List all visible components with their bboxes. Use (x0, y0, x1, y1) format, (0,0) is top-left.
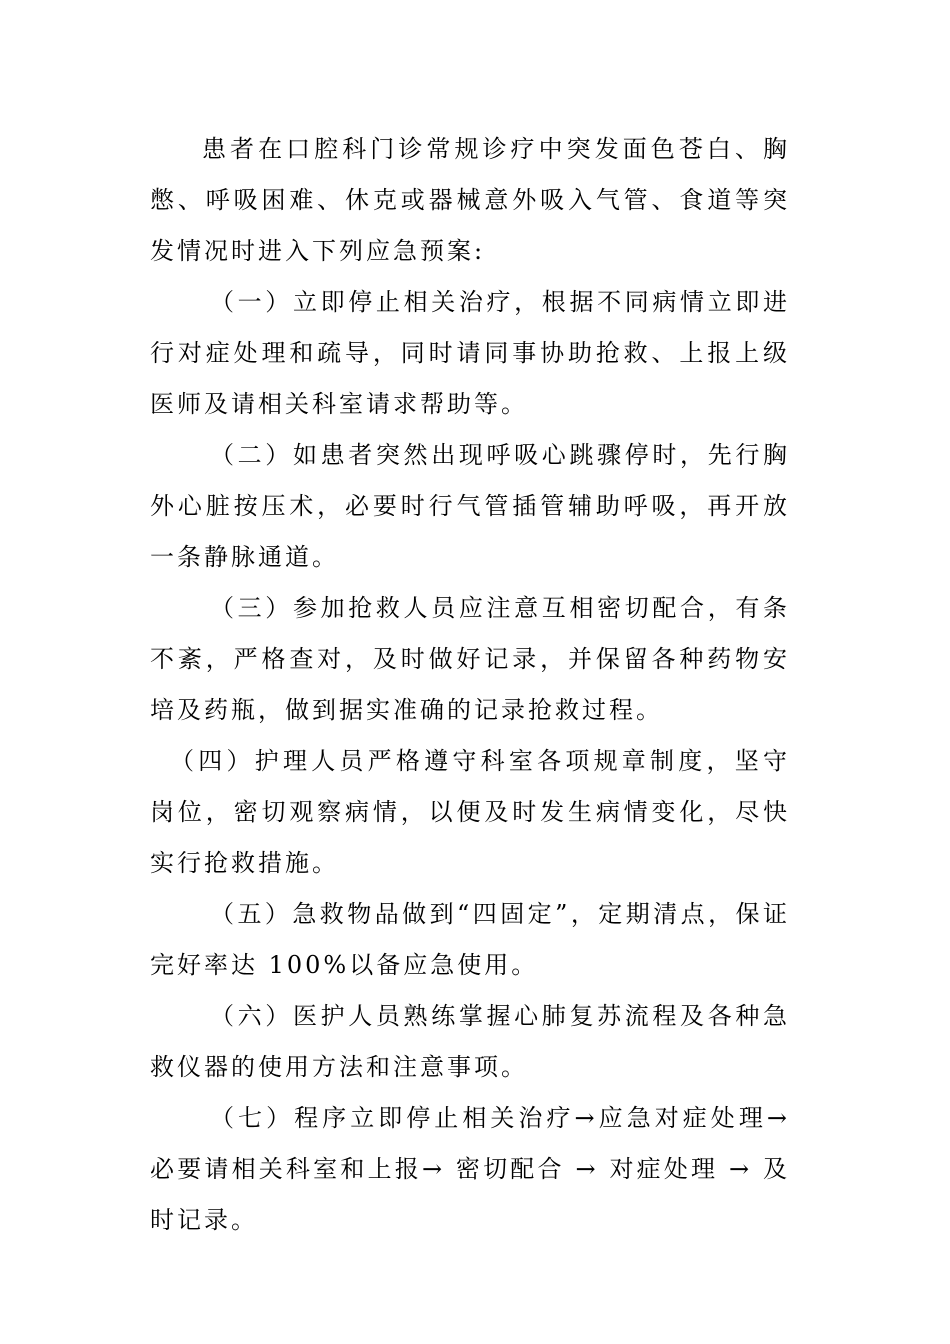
item-7-paragraph: （七）程序立即停止相关治疗→应急对症处理→必要请相关科室和上报→ 密切配合 → 对症处理 → 及时记录。 (150, 1104, 790, 1234)
item-5-paragraph: （五）急救物品做到“四固定”，定期清点，保证完好率达 100%以备应急使用。 (150, 900, 790, 979)
item-3-paragraph: （三）参加抢救人员应注意互相密切配合，有条不紊，严格查对，及时做好记录，并保留各种药物安培及药瓶，做到据实准确的记录抢救过程。 (150, 594, 790, 724)
intro-paragraph: 患者在口腔科门诊常规诊疗中突发面色苍白、胸憋、呼吸困难、休克或器械意外吸入气管、食道等突发情况时进入下列应急预案: (150, 135, 790, 265)
document-body (150, 124, 790, 1246)
item-1-paragraph: （一）立即停止相关治疗，根据不同病情立即进行对症处理和疏导，同时请同事协助抢救、上报上级医师及请相关科室请求帮助等。 (150, 288, 790, 418)
item-4-paragraph: （四）护理人员严格遵守科室各项规章制度，坚守岗位，密切观察病情，以便及时发生病情变化，尽快实行抢救措施。 (150, 747, 790, 877)
item-2-paragraph: （二）如患者突然出现呼吸心跳骤停时，先行胸外心脏按压术，必要时行气管插管辅助呼吸，再开放一条静脉通道。 (150, 441, 790, 571)
item-6-paragraph: （六）医护人员熟练掌握心肺复苏流程及各种急救仪器的使用方法和注意事项。 (150, 1002, 790, 1081)
